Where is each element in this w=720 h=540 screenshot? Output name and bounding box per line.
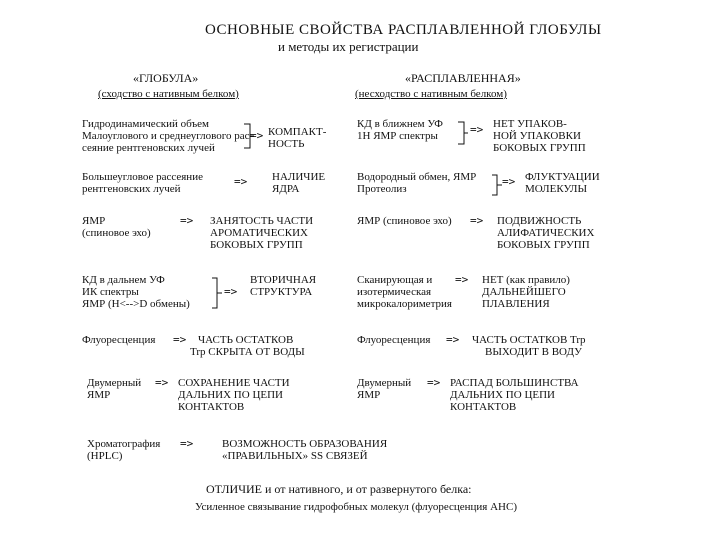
row-6-left-methods	[87, 377, 141, 401]
right-column-heading: «РАСПЛАВЛЕННАЯ»	[405, 71, 521, 85]
row-5-right-result	[472, 334, 586, 346]
row-5-right-methods	[357, 334, 430, 346]
method-line: (HPLC)	[87, 450, 123, 462]
arrow-icon: =>	[224, 285, 238, 298]
method-line: Протеолиз	[357, 183, 407, 195]
row-4-right-methods	[357, 274, 452, 310]
row-1-left-result	[268, 126, 326, 150]
method-line: Хроматография	[87, 438, 161, 450]
row-3-right-methods	[357, 215, 452, 227]
row-3-right-result	[497, 215, 594, 251]
result-line: ПЛАВЛЕНИЯ	[482, 298, 550, 310]
method-line: КД в дальнем УФ	[82, 274, 165, 286]
method-line: Водородный обмен, ЯМР	[357, 171, 477, 183]
method-line: ЯМР (H<-->D обмены)	[82, 298, 190, 310]
method-line: рентгеновских лучей	[82, 183, 181, 195]
row-6-right-result	[450, 377, 579, 413]
arrow-icon: =>	[250, 129, 264, 142]
result-line: АЛИФАТИЧЕСКИХ	[497, 227, 595, 239]
method-line: (спиновое эхо)	[82, 227, 151, 239]
row-6-right-methods	[357, 377, 411, 401]
arrow-icon: =>	[427, 376, 441, 389]
result-line: НОСТЬ	[268, 138, 305, 150]
result-line: Trp СКРЫТА ОТ ВОДЫ	[190, 346, 305, 358]
result-line: ДАЛЬНИХ ПО ЦЕПИ	[450, 389, 555, 401]
row-2-left-methods	[82, 171, 203, 195]
row-5-right-result-continued	[485, 346, 582, 358]
result-line: ВТОРИЧНАЯ	[250, 274, 317, 286]
footer-note: Усиленное связывание гидрофобных молекул (флуоресценция АНС)	[195, 501, 517, 513]
result-line: НЕТ УПАКОВ-	[493, 118, 567, 130]
row-1-right-methods	[357, 118, 443, 142]
method-line: Двумерный	[87, 377, 142, 389]
result-line: БОКОВЫХ ГРУПП	[210, 239, 303, 251]
page-title: ОСНОВНЫЕ СВОЙСТВА РАСПЛАВЛЕННОЙ ГЛОБУЛЫ	[205, 22, 602, 38]
arrow-icon: =>	[180, 437, 194, 450]
method-line: Малоуглового и среднеуглового рас-	[82, 130, 254, 142]
result-line: ВЫХОДИТ В ВОДУ	[485, 346, 582, 358]
result-line: ПОДВИЖНОСТЬ	[497, 215, 582, 227]
row-1-right-result	[493, 118, 586, 154]
arrow-icon: =>	[234, 175, 248, 188]
row-4-right-result	[482, 274, 570, 310]
arrow-icon: =>	[180, 214, 194, 227]
arrow-icon: =>	[455, 273, 469, 286]
result-line: ЧАСТЬ ОСТАТКОВ Trp	[472, 334, 586, 346]
result-line: МОЛЕКУЛЫ	[525, 183, 588, 195]
row-4-left-methods	[82, 274, 190, 310]
result-line: НАЛИЧИЕ	[272, 171, 326, 183]
bracket-icon	[492, 173, 502, 197]
result-line: ЯДРА	[272, 183, 300, 195]
row-7-left-methods	[87, 438, 160, 462]
arrow-icon: =>	[446, 333, 460, 346]
result-line: БОКОВЫХ ГРУПП	[493, 142, 586, 154]
row-1-left-methods	[82, 118, 253, 154]
method-line: Большеугловое рассеяние	[82, 171, 203, 183]
result-line: КОНТАКТОВ	[178, 401, 245, 413]
row-2-right-result	[525, 171, 600, 195]
method-line: микрокалориметрия	[357, 298, 452, 310]
row-5-left-methods	[82, 334, 155, 346]
arrow-icon: =>	[155, 376, 169, 389]
arrow-icon: =>	[470, 123, 484, 136]
arrow-icon: =>	[173, 333, 187, 346]
method-line: Двумерный	[357, 377, 412, 389]
method-line: ИК спектры	[82, 286, 139, 298]
page-subtitle: и методы их регистрации	[278, 39, 419, 54]
arrow-icon: =>	[470, 214, 484, 227]
result-line: ФЛУКТУАЦИИ	[525, 171, 600, 183]
method-line: ЯМР	[357, 389, 381, 401]
method-line: Гидродинамический объем	[82, 118, 209, 130]
method-line: Флуоресценция	[82, 334, 156, 346]
method-line: ЯМР (спиновое эхо)	[357, 215, 452, 227]
result-line: АРОМАТИЧЕСКИХ	[210, 227, 308, 239]
row-3-left-methods	[82, 215, 151, 239]
result-line: «ПРАВИЛЬНЫХ» SS СВЯЗЕЙ	[222, 450, 368, 462]
row-7-left-result	[222, 438, 387, 462]
bracket-icon	[212, 276, 222, 310]
result-line: ДАЛЬНИХ ПО ЦЕПИ	[178, 389, 283, 401]
method-line: ЯМР	[82, 215, 106, 227]
method-line: ЯМР	[87, 389, 111, 401]
result-line: НОЙ УПАКОВКИ	[493, 130, 581, 142]
arrow-icon: =>	[502, 175, 516, 188]
result-line: ВОЗМОЖНОСТЬ ОБРАЗОВАНИЯ	[222, 438, 388, 450]
left-column-heading: «ГЛОБУЛА»	[133, 71, 199, 85]
result-line: БОКОВЫХ ГРУПП	[497, 239, 590, 251]
method-line: сеяние рентгеновских лучей	[82, 142, 215, 154]
result-line: ЗАНЯТОСТЬ ЧАСТИ	[210, 215, 314, 227]
row-3-left-result	[210, 215, 313, 251]
row-4-left-result	[250, 274, 316, 298]
result-line: НЕТ (как правило)	[482, 274, 570, 286]
row-2-left-result	[272, 171, 325, 195]
result-line: ДАЛЬНЕЙШЕГО	[482, 286, 566, 298]
row-6-left-result	[178, 377, 290, 413]
footer-heading: ОТЛИЧИЕ и от нативного, и от развернутого белка:	[206, 482, 472, 496]
result-line: КОНТАКТОВ	[450, 401, 517, 413]
method-line: Флуоресценция	[357, 334, 431, 346]
result-line: КОМПАКТ-	[268, 126, 327, 138]
left-column-subheading: (сходство с нативным белком)	[98, 88, 239, 100]
row-5-left-result-continued	[190, 346, 305, 358]
result-line: РАСПАД БОЛЬШИНСТВА	[450, 377, 579, 389]
result-line: СОХРАНЕНИЕ ЧАСТИ	[178, 377, 290, 389]
row-5-left-result	[198, 334, 293, 346]
method-line: 1Н ЯМР спектры	[357, 130, 438, 142]
result-line: СТРУКТУРА	[250, 286, 313, 298]
row-2-right-methods	[357, 171, 476, 195]
method-line: Сканирующая и	[357, 274, 433, 286]
method-line: изотермическая	[357, 286, 432, 298]
method-line: КД в ближнем УФ	[357, 118, 443, 130]
result-line: ЧАСТЬ ОСТАТКОВ	[198, 334, 294, 346]
right-column-subheading: (несходство с нативным белком)	[355, 88, 507, 100]
bracket-icon	[458, 120, 468, 146]
